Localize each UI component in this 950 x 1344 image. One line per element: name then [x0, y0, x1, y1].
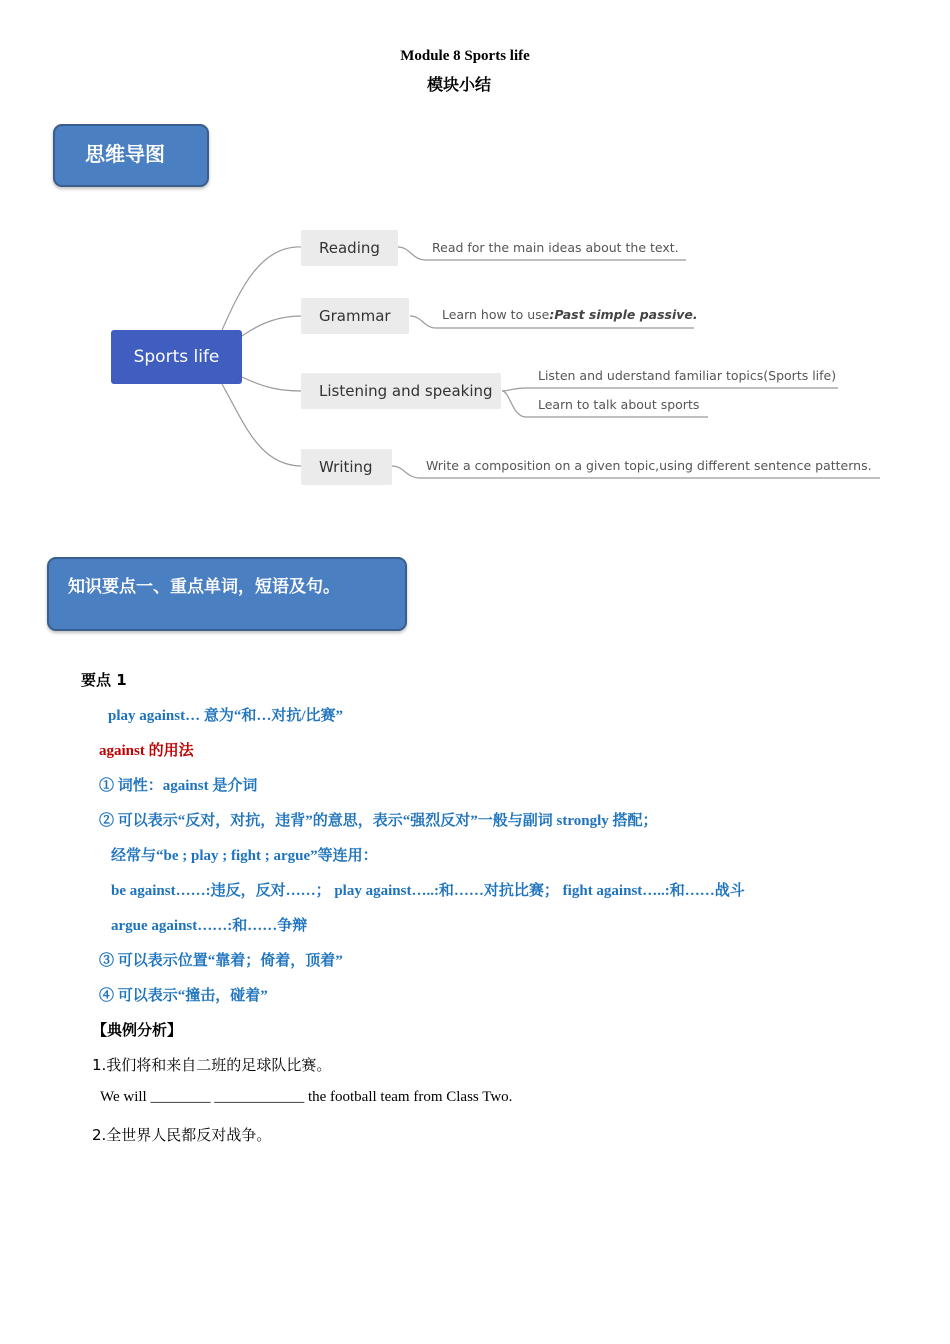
mindmap-connectors — [0, 0, 950, 520]
connector-reading — [222, 247, 302, 330]
usage-title: against 的用法 — [99, 743, 194, 759]
phrase-meaning: play against… 意为“和…对抗/比赛” — [108, 708, 344, 724]
section-heading-knowledge — [47, 557, 407, 631]
usage-item-2: ② 可以表示“反对，对抗，违背”的意思，表示“强烈反对”一般与副词 strongly 搭配； — [99, 813, 658, 829]
connector-grammar — [242, 316, 302, 336]
grammar-leaf-emphasis: :Past simple passive. — [549, 307, 698, 322]
section-heading-label: 知识要点一、重点单词，短语及句。 — [68, 577, 340, 597]
mindmap-leaf-reading: Read for the main ideas about the text. — [432, 240, 679, 255]
mindmap-node-reading: Reading — [301, 230, 398, 266]
usage-item-2-argue: argue against……:和……争辩 — [111, 918, 308, 934]
connector-listening-leaf1 — [502, 388, 838, 391]
mindmap-leaf-grammar — [442, 307, 698, 322]
connector-listening — [242, 377, 302, 391]
usage-item-2-collocations: 经常与“be ; play ; fight ; argue”等连用： — [111, 848, 378, 864]
page-title: Module 8 Sports life — [400, 48, 530, 64]
grammar-leaf-prefix: Learn how to use — [442, 307, 550, 322]
section-heading-label: 思维导图 — [85, 142, 165, 166]
mindmap-root: Sports life — [111, 330, 242, 384]
usage-item-1: ① 词性：against 是介词 — [99, 778, 258, 794]
mindmap-node-writing: Writing — [301, 449, 392, 485]
example-title: 【典例分析】 — [92, 1021, 183, 1039]
usage-item-4: ④ 可以表示“撞击，碰着” — [99, 988, 268, 1004]
example-1-en: We will ________ ____________ the football team from Class Two. — [100, 1089, 513, 1105]
connector-writing — [222, 384, 302, 466]
mindmap-leaf-listening-1: Listen and uderstand familiar topics(Sports life) — [538, 368, 837, 383]
point-title: 要点 1 — [81, 671, 127, 689]
mindmap-node-grammar: Grammar — [301, 298, 409, 334]
mindmap-leaf-listening-2: Learn to talk about sports — [538, 397, 700, 412]
example-2-cn: 2.全世界人民都反对战争。 — [92, 1126, 272, 1144]
usage-item-3: ③ 可以表示位置“靠着；倚着，顶着” — [99, 953, 343, 969]
mindmap-leaf-writing: Write a composition on a given topic,using different sentence patterns. — [426, 458, 872, 473]
page-subtitle: 模块小结 — [426, 75, 491, 94]
usage-item-2-examples: be against……:违反，反对……； play against…..:和……对抗比赛； fight against…..:和……战斗 — [111, 883, 745, 899]
example-1-cn: 1.我们将和来自二班的足球队比赛。 — [92, 1056, 332, 1074]
mindmap-node-listening: Listening and speaking — [301, 373, 501, 409]
